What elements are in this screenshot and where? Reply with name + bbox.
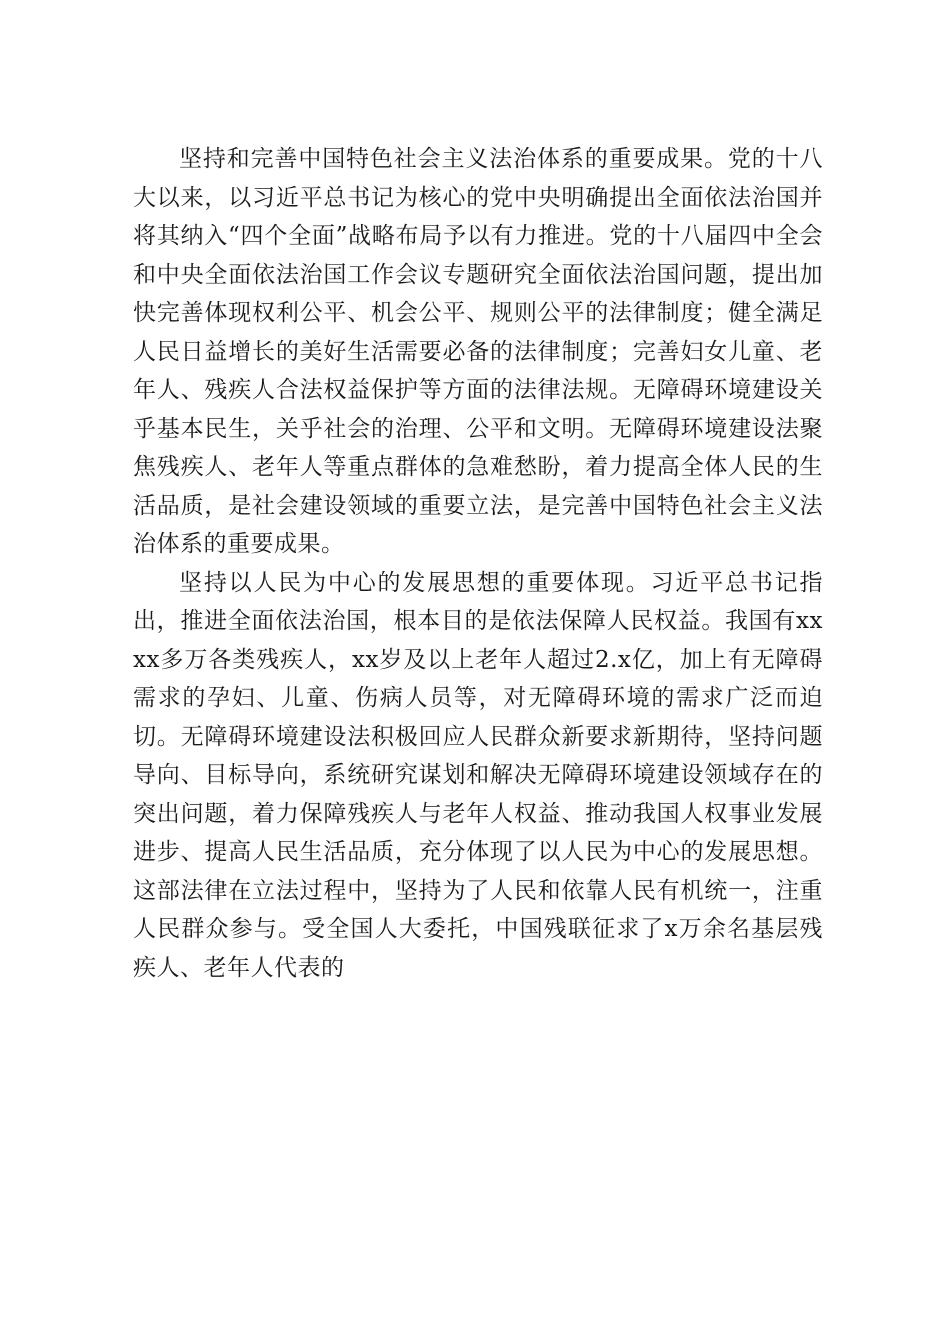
paragraph-people-centered: 坚持以人民为中心的发展思想的重要体现。习近平总书记指出，推进全面依法治国，根本目的是依法保障人民权益。我国有xxxx多万各类残疾人，xx岁及以上老年人超过2.x亿，加上有无障碍需求的孕妇、儿童、伤病人员等，对无障碍环境的需求广泛而迫切。无障碍环境建设法积极回应人民群众新要求新期待，坚持问题导向、目标导向，系统研究谋划和解决无障碍环境建设领域存在的突出问题，着力保障残疾人与老年人权益、推动我国人权事业发展进步、提高人民生活品质，充分体现了以人民为中心的发展思想。这部法律在立法过程中，坚持为了人民和依靠人民有机统一，注重人民群众参与。受全国人大委托，中国残联征求了x万余名基层残疾人、老年人代表的	[133, 569, 823, 981]
paragraph-legal-system: 坚持和完善中国特色社会主义法治体系的重要成果。党的十八大以来，以习近平总书记为核心的党中央明确提出全面依法治国并将其纳入“四个全面”战略布局予以有力推进。党的十八届四中全会和中央全面依法治国工作会议专题研究全面依法治国问题，提出加快完善体现权利公平、机会公平、规则公平的法律制度；健全满足人民日益增长的美好生活需要必备的法律制度；完善妇女儿童、老年人、残疾人合法权益保护等方面的法律法规。无障碍环境建设关乎基本民生，关乎社会的治理、公平和文明。无障碍环境建设法聚焦残疾人、老年人等重点群体的急难愁盼，着力提高全体人民的生活品质，是社会建设领域的重要立法，是完善中国特色社会主义法治体系的重要成果。	[133, 146, 823, 557]
body-text	[133, 140, 823, 987]
